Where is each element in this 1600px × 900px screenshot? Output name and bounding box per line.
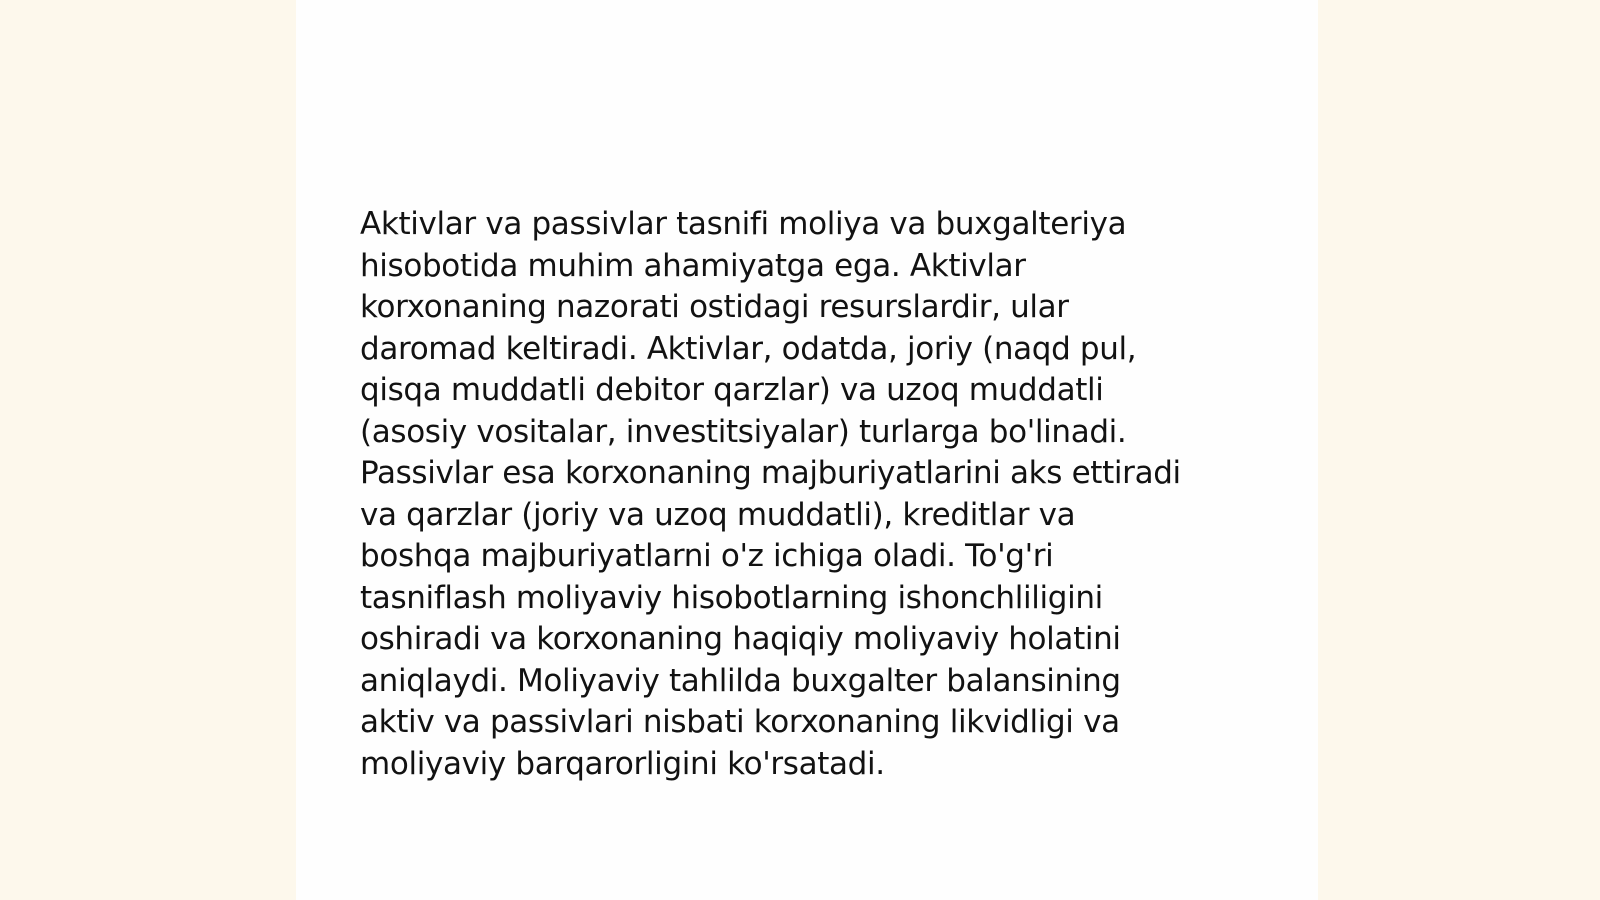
body-paragraph xyxy=(360,204,1260,785)
slide-page xyxy=(296,0,1318,900)
paragraph-line: aktiv va passivlari nisbati korxonaning likvidligi va xyxy=(360,704,1120,740)
paragraph-line: tasniflash moliyaviy hisobotlarning ishonchliligini xyxy=(360,579,1103,616)
paragraph-line: va qarzlar (joriy va uzoq muddatli), kreditlar va xyxy=(360,496,1076,533)
paragraph-line: oshiradi va korxonaning haqiqiy moliyaviy holatini xyxy=(360,621,1121,657)
paragraph-line: qisqa muddatli debitor qarzlar) va uzoq muddatli xyxy=(360,372,1104,408)
paragraph-line: boshqa majburiyatlarni o'z ichiga oladi. To'g'ri xyxy=(360,538,1054,574)
paragraph-line: Aktivlar va passivlar tasnifi moliya va buxgalteriya xyxy=(360,206,1127,242)
paragraph-line: Passivlar esa korxonaning majburiyatlarini aks ettiradi xyxy=(360,455,1181,491)
paragraph-line: (asosiy vositalar, investitsiyalar) turlarga bo'linadi. xyxy=(360,413,1127,450)
paragraph-line: hisobotida muhim ahamiyatga ega. Aktivlar xyxy=(360,247,1026,284)
paragraph-line: korxonaning nazorati ostidagi resurslardir, ular xyxy=(360,289,1069,325)
paragraph-line: moliyaviy barqarorligini ko'rsatadi. xyxy=(360,745,885,782)
paragraph-line: aniqlaydi. Moliyaviy tahlilda buxgalter balansining xyxy=(360,662,1121,699)
paragraph-line: daromad keltiradi. Aktivlar, odatda, joriy (naqd pul, xyxy=(360,330,1137,367)
